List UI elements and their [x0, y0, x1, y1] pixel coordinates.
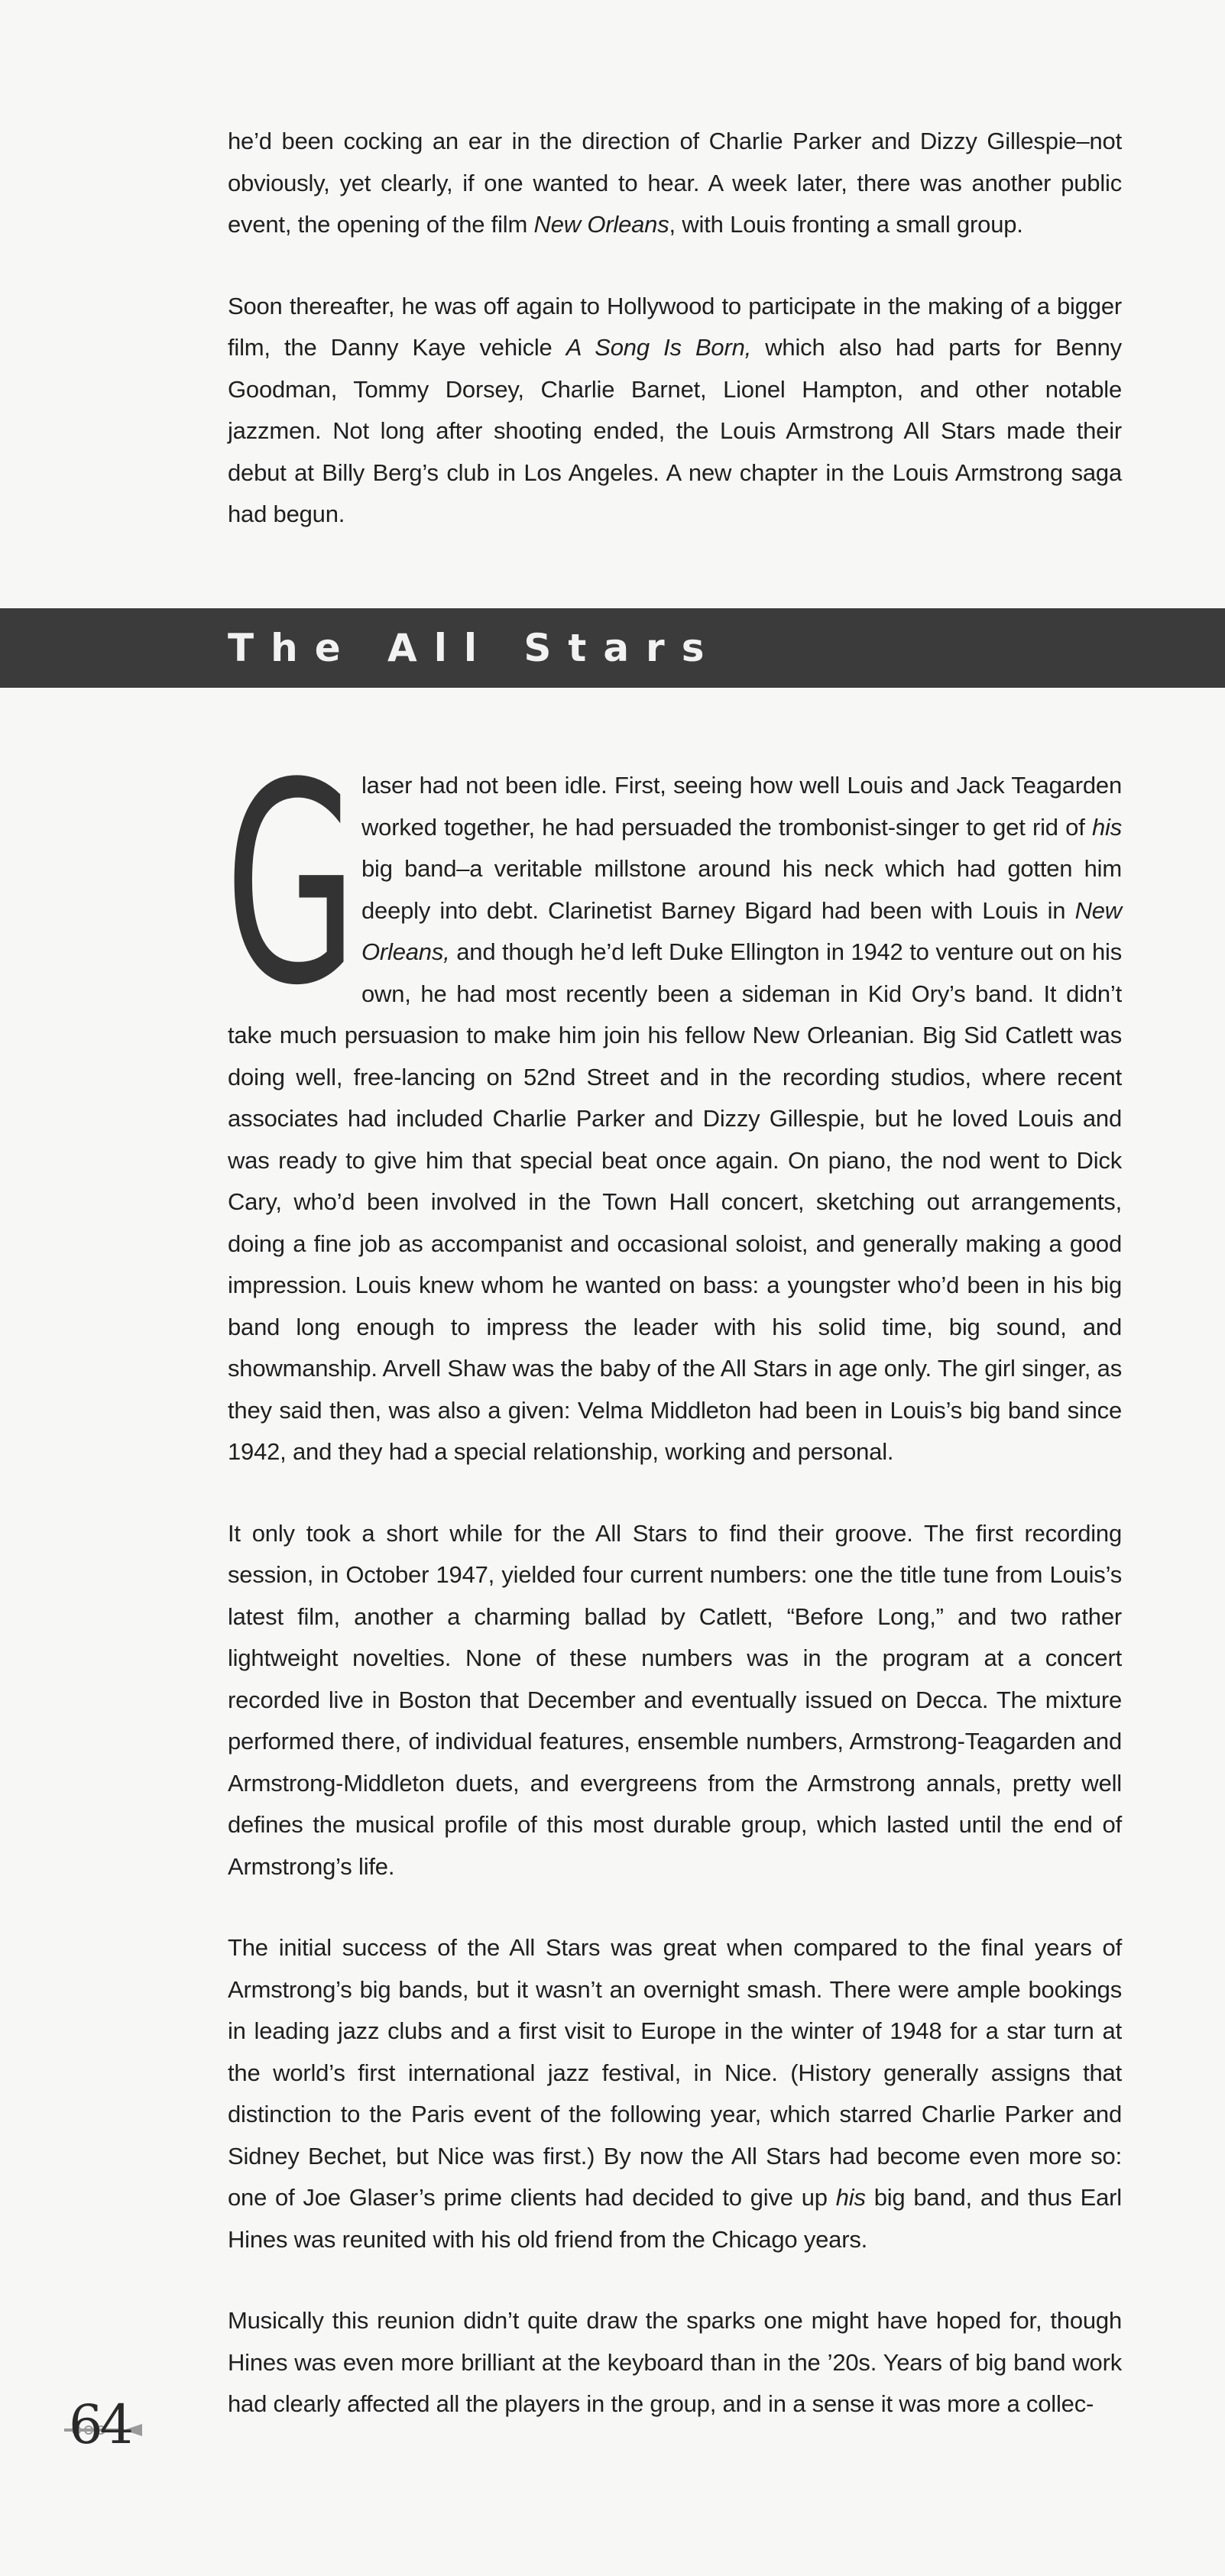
- film-title-new-orleans: New Orleans: [533, 211, 669, 238]
- text-run: , with Louis fronting a small group.: [669, 211, 1023, 238]
- section-title: The All Stars: [228, 626, 721, 670]
- intro-paragraph-2: [228, 286, 1122, 536]
- text-run: which also had parts for Benny Goodman, Tommy Dorsey, Charlie Barnet, Lionel Hampton, and other notable jazzmen. Not long after shooting ended, the Louis Armstrong All Stars made their debut at Billy Berg’s club in Los Angeles. A new chapter in the Louis Armstrong saga had begun.: [228, 334, 1122, 527]
- body-paragraph-4: Musically this reunion didn’t quite draw the sparks one might have hoped for, though Hines was even more brilliant at the keyboard than in the ’20s. Years of big band work had clearly affected all the players in the group, and in a sense it was more a collec-: [228, 2307, 1122, 2417]
- text-run: big band–a veritable millstone around his neck which had gotten him deeply into debt. Clarinetist Barney Bigard had been with Louis in: [361, 855, 1122, 924]
- text-run: and though he’d left Duke Ellington in 1942 to venture out on his own, he had most recently been a sideman in Kid Ory’s band. It didn’t take much persuasion to make him join his fellow New Orleanian. Big Sid Catlett was doing well, free-lancing on 52nd Street and in the recording studios, where recent associates had included Charlie Parker and Dizzy Gillespie, but he loved Louis and was ready to give him that special beat once again. On piano, the nod went to Dick Cary, who’d been involved in the Town Hall concert, sketching out arrangements, doing a fine job as accompanist and occasional soloist, and generally making a good impression. Louis knew whom he wanted on bass: a youngster who’d been in his big band long enough to impress the leader with his solid time, big sound, and showmanship. Arvell Shaw was the baby of the All Stars in age only. The girl singer, as they said then, was also a given: Velma Middleton had been in Louis’s big band since 1942, and they had a special relationship, working and personal.: [228, 938, 1122, 1465]
- intro-paragraph-1: [228, 121, 1122, 246]
- emphasis: his: [835, 2184, 866, 2211]
- page-number: 64: [69, 2393, 131, 2456]
- emphasis: his: [1091, 813, 1122, 841]
- body-paragraph-2: It only took a short while for the All Stars to find their groove. The first recording session, in October 1947, yielded four current numbers: one the title tune from Louis’s latest film, another a charming ballad by Catlett, “Before Long,” and two rather lightweight novelties. None of these numbers was in the program at a concert recorded live in Boston that December and eventually issued on Decca. The mixture performed there, of individual features, ensemble numbers, Armstrong-Teagarden and Armstrong-Middleton duets, and evergreens from the Armstrong annals, pretty well defines the musical profile of this most durable group, which lasted until the end of Armstrong’s life.: [228, 1519, 1122, 1880]
- text-run: big band, and thus Earl Hines was reunited with his old friend from the Chicago years.: [228, 2184, 1122, 2253]
- body-paragraph-3: [228, 1927, 1122, 2260]
- film-title-new-orleans: New Orleans,: [361, 896, 1122, 965]
- page-folio: [61, 2390, 160, 2459]
- text-run: The initial success of the All Stars was great when compared to the final years of Armstrong’s big bands, but it wasn’t an overnight smash. There were ample bookings in leading jazz clubs and a first visit to Europe in the winter of 1948 for a star turn at the world’s first international jazz festival, in Nice. (History generally assigns that distinction to the Paris event of the following year, which starred Charlie Parker and Sidney Bechet, but Nice was first.) By now the All Stars had become even more so: one of Joe Glaser’s prime clients had decided to give up: [228, 1934, 1122, 2211]
- body-paragraph-1: [225, 724, 1122, 1473]
- text-run: Soon thereafter, he was off again to Hollywood to participate in the making of a bigger film, the Danny Kaye vehicle: [228, 292, 1122, 361]
- text-run: laser had not been idle. First, seeing how well Louis and Jack Teagarden worked together, he had persuaded the trombonist-singer to get rid of: [361, 772, 1122, 841]
- body-text: [225, 724, 1122, 2425]
- drop-cap: G: [225, 724, 358, 1046]
- intro-text: [228, 121, 1122, 536]
- section-banner: [0, 608, 1225, 688]
- text-run: he’d been cocking an ear in the direction of Charlie Parker and Dizzy Gillespie–not obviously, yet clearly, if one wanted to hear. A week later, there was another public event, the opening of the film: [228, 128, 1122, 238]
- film-title-a-song-is-born: A Song Is Born,: [566, 334, 752, 361]
